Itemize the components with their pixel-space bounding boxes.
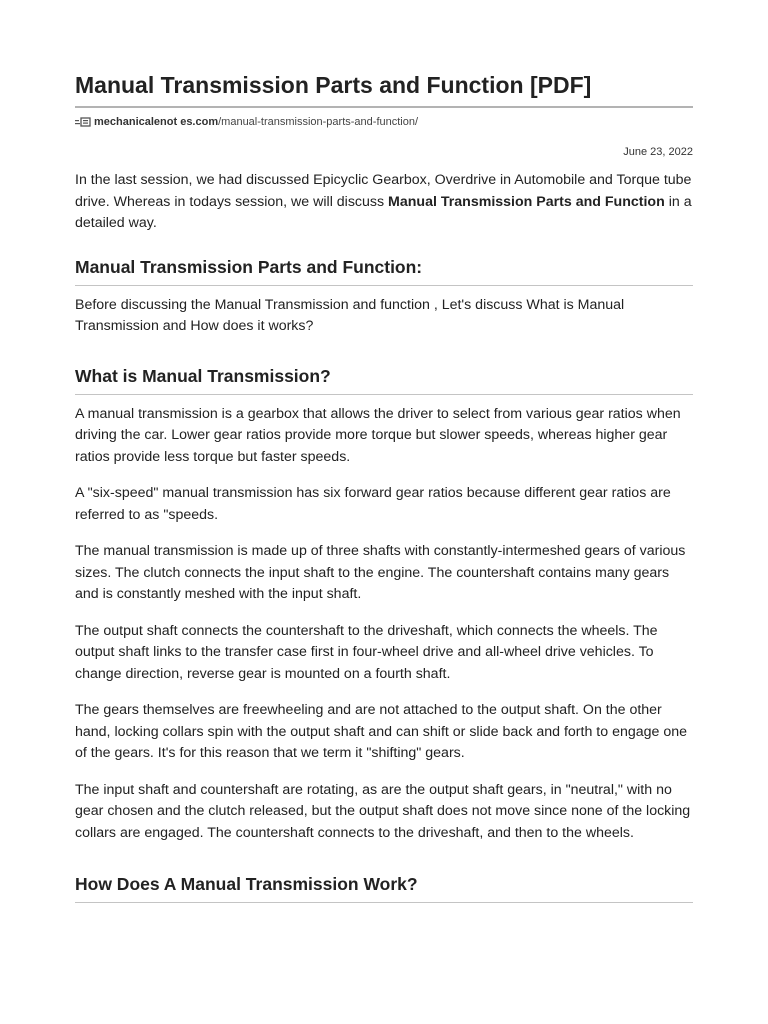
section1-paragraph: Before discussing the Manual Transmission and function , Let's discuss What is Manual Transmission and How does it works? bbox=[75, 296, 625, 334]
body-paragraph: A manual transmission is a gearbox that allows the driver to select from various gear ratios when driving the car. Lower gear ratios provide more torque but slower speeds, whereas higher gear ratios provide less torque but faster speeds. bbox=[75, 405, 681, 465]
title-divider bbox=[75, 106, 693, 108]
intro-text: In the last session, we had discussed Epicyclic Gearbox, Overdrive in Automobile and Torque tube drive. Whereas in todays session, we will discuss bbox=[75, 172, 692, 210]
body-paragraph: The input shaft and countershaft are rotating, as are the output shaft gears, in "neutral," with no gear chosen and the clutch released, but the output shaft does not move since none of the locking collars are engaged. The countershaft connects to the driveshaft, and then to the wheels. bbox=[75, 781, 691, 841]
source-domain: mechanicalenot es.com bbox=[94, 116, 219, 128]
source-path: /manual-transmission-parts-and-function/ bbox=[218, 116, 419, 128]
section-heading-how-works: How Does A Manual Transmission Work? bbox=[75, 874, 418, 894]
page-title: Manual Transmission Parts and Function [PDF] bbox=[75, 72, 592, 98]
body-paragraph: The output shaft connects the countershaft to the driveshaft, which connects the wheels. The output shaft links to the transfer case first in four-wheel drive and all-wheel drive vehicles. To change direction, reverse gear is mounted on a fourth shaft. bbox=[75, 622, 658, 682]
body-paragraph: A "six-speed" manual transmission has six forward gear ratios because different gear ratios are referred to as "speeds. bbox=[75, 485, 671, 523]
section-divider bbox=[75, 285, 693, 286]
intro-paragraph bbox=[75, 170, 693, 235]
section-divider bbox=[75, 394, 693, 395]
section-divider bbox=[75, 902, 693, 903]
section-heading-parts-function: Manual Transmission Parts and Function: bbox=[75, 256, 423, 277]
section-heading-what-is: What is Manual Transmission? bbox=[75, 365, 331, 386]
body-paragraph: The gears themselves are freewheeling and are not attached to the output shaft. On the other hand, locking collars spin with the output shaft and can shift or slide back and forth to engage one of the gears. It's for this reason that we term it "shifting" gears. bbox=[75, 702, 688, 761]
intro-text-end: in a detailed way. bbox=[75, 193, 692, 231]
link-icon bbox=[75, 117, 91, 127]
intro-bold-text: Manual Transmission Parts and Function bbox=[388, 193, 665, 210]
source-url[interactable] bbox=[75, 114, 693, 130]
publish-date: June 23, 2022 bbox=[623, 146, 693, 158]
body-paragraph: The manual transmission is made up of three shafts with constantly-intermeshed gears of various sizes. The clutch connects the input shaft to the engine. The countershaft contains many gears and is constantly meshed with the input shaft. bbox=[75, 543, 686, 602]
